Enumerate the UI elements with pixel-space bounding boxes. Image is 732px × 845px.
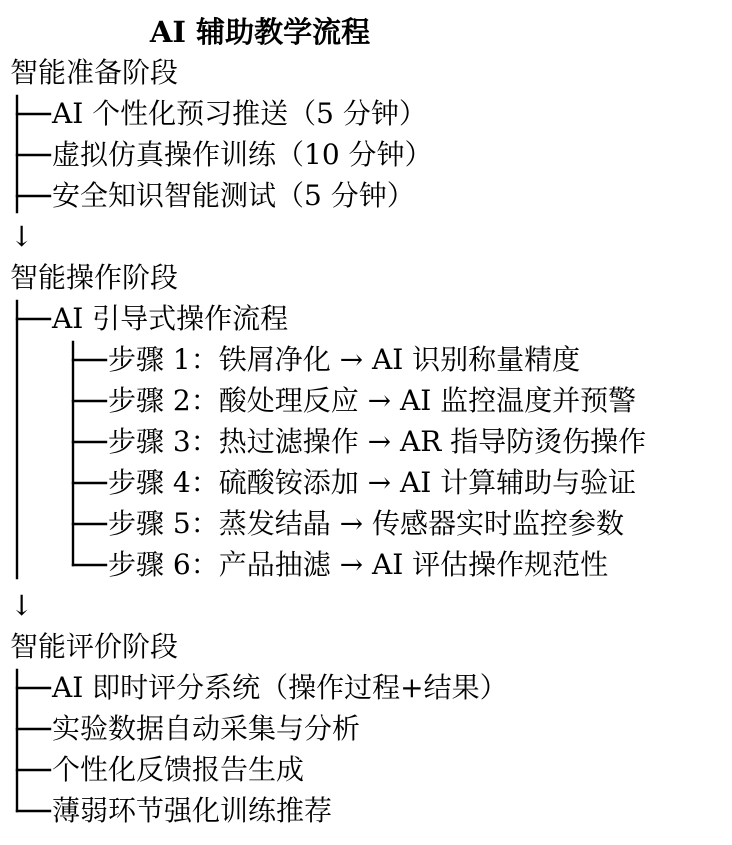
prep-item-safety-test: 安全知识智能测试（5 分钟） (52, 179, 415, 212)
flow-arrow-2: ↓ (10, 589, 34, 622)
step-6: 步骤 6：产品抽滤 → AI 评估操作规范性 (108, 548, 609, 581)
step-3: 步骤 3：热过滤操作 → AR 指导防烫伤操作 (108, 425, 647, 458)
eval-item-feedback-report: 个性化反馈报告生成 (52, 753, 305, 786)
stage-evaluation-heading: 智能评价阶段 (10, 630, 179, 663)
step-4: 步骤 4：硫酸铵添加 → AI 计算辅助与验证 (108, 466, 637, 499)
eval-item-weakness-training: 薄弱环节强化训练推荐 (52, 794, 333, 827)
operation-item-guided-flow: AI 引导式操作流程 (52, 302, 289, 335)
eval-item-data-collection: 实验数据自动采集与分析 (52, 712, 361, 745)
stage-operation-heading: 智能操作阶段 (10, 261, 179, 294)
eval-item-instant-scoring: AI 即时评分系统（操作过程+结果） (52, 671, 508, 704)
step-5: 步骤 5：蒸发结晶 → 传感器实时监控参数 (108, 507, 624, 540)
stage-prep-heading: 智能准备阶段 (10, 56, 179, 89)
prep-item-preview-push: AI 个性化预习推送（5 分钟） (52, 97, 427, 130)
flow-arrow-1: ↓ (10, 220, 34, 253)
diagram-title: AI 辅助教学流程 (149, 15, 371, 49)
step-2: 步骤 2：酸处理反应 → AI 监控温度并预警 (108, 384, 637, 417)
step-1: 步骤 1：铁屑净化 → AI 识别称量精度 (108, 343, 581, 376)
prep-item-virtual-training: 虚拟仿真操作训练（10 分钟） (52, 138, 433, 171)
